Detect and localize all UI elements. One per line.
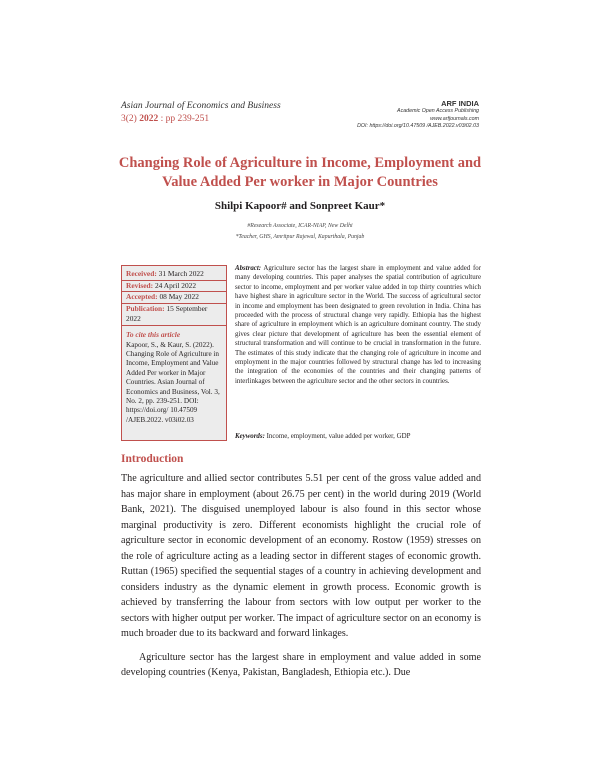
affiliations — [220, 221, 380, 243]
divider — [122, 325, 226, 326]
doi-link[interactable]: DOI: https://doi.org/10.47509 /AJEB.2022.v03i02.03 — [357, 123, 479, 129]
accepted-date: 08 May 2022 — [159, 292, 199, 302]
abstract — [235, 264, 481, 386]
keywords-label: Keywords: — [235, 433, 265, 440]
publication-label: Publication: — [126, 303, 165, 313]
citation-text: Kapoor, S., & Kaur, S. (2022). Changing Role of Agriculture in Income, Employment and Value Added Per worker in Major Countries. Asian Journal of Economics and Business, Vol. 3, No. 2, pp. 239-251. DOI: https://doi.org/ 10.47509 /AJEB.2022. v03i02.03 — [126, 340, 220, 424]
publication-row — [126, 304, 222, 325]
paper-title: Changing Role of Agriculture in Income, Employment and Value Added Per worker in Major Countries — [118, 155, 482, 190]
cite-heading: To cite this article — [126, 329, 181, 339]
abstract-label: Abstract: — [235, 265, 262, 272]
received-row — [126, 269, 222, 280]
received-label: Received: — [126, 269, 157, 278]
accepted-label: Accepted: — [126, 292, 158, 302]
publisher-name: ARF INDIA — [441, 99, 479, 108]
affiliation-2: *Teacher, GHS, Amritpur Rajewal, Kapurthala, Punjab — [235, 234, 365, 240]
paragraph: Agriculture sector has the largest share in employment and value added in some developing countries (Kenya, Pakistan, Bangladesh, Ethiopia etc.). Due — [121, 651, 481, 678]
keywords — [235, 432, 481, 441]
revised-label: Revised: — [126, 280, 154, 290]
volume-line — [121, 114, 209, 124]
body-text — [121, 471, 481, 681]
publisher-url[interactable]: www.arfjournals.com — [430, 115, 479, 122]
publisher-tagline: Academic Open Access Publishing — [397, 108, 479, 114]
journal-name: Asian Journal of Economics and Business — [121, 101, 281, 111]
publisher-block — [357, 99, 479, 131]
accepted-row — [126, 292, 222, 303]
affiliation-1: #Research Associate, ICAR-NIAP, New Delhi — [247, 223, 353, 229]
volume: 3(2) — [121, 114, 137, 124]
authors: Shilpi Kapoor# and Sonpreet Kaur* — [214, 200, 386, 212]
revised-row — [126, 281, 222, 292]
revised-date: 24 April 2022 — [154, 280, 197, 290]
keywords-text: Income, employment, value added per worker, GDP — [266, 433, 411, 440]
article-info-box — [121, 265, 227, 441]
section-heading-introduction: Introduction — [121, 453, 184, 465]
publication-date: 15 September 2022 — [126, 303, 208, 324]
abstract-text: Agriculture sector has the largest share in employment and value added for many developing countries. This paper analyses the spatial contribution of agriculture sector to income, employment and per worker value added in top thirty countries which have highest share in agriculture sector in the World. The success of agricultural sector in income and employment has been designated to green revolution in India. China has proceeded with the process of structural change very rapidly. Ethiopia has the highest share of agriculture in employment which is an agriculture dominant country. The study gives clear picture that development of agriculture has been the essential element of structural transformation and will continue to be crucial in transformation in the future. The estimates of this study indicate that the changing role of agriculture in income and employment in the major countries followed by structural change has led to increasing the integration of the economies of the countries and their changing patterns of interlinkages between the agriculture sector and the other sectors in countries. — [235, 265, 482, 385]
received-date: 31 March 2022 — [158, 269, 204, 278]
paragraph: The agriculture and allied sector contributes 5.51 per cent of the gross value added and has major share in employment (about 26.75 per cent) in the world during 2019 (World Bank, 2021). The disguised unemployed labour is also found in this sector whose marginal productivity is zero. Different economists highlight the crucial role of agriculture sector in economic development of an economy. Rostow (1959) stresses on the role of agriculture acting as a leading sector in different stages of economic growth. Ruttan (1965) specified the sequential stages of a country in achieving development and considers industry as the dynamic element in growth process. Economic growth is achieved by transferring the labour from sectors with low output per worker to the sectors with higher output per worker. The impact of agriculture sector on an economy is much broader due to its backward and forward linkages. — [121, 473, 481, 639]
pages: : pp 239-251 — [160, 114, 210, 124]
year: 2022 — [139, 114, 159, 124]
